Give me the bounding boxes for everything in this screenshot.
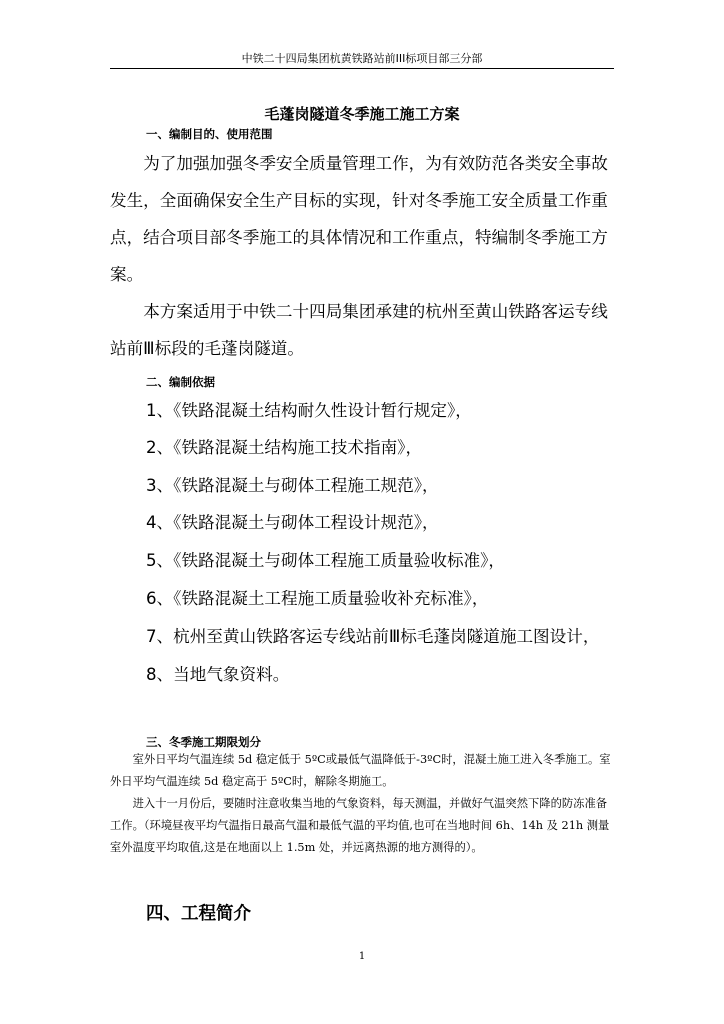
reference-item-6: 6、《铁路混凝土工程施工质量验收补充标准》， — [146, 589, 489, 608]
section-3-paragraph-1: 室外日平均气温连续 5d 稳定低于 5ºC或最低气温降低于-3ºC时，混凝土施工进入冬季施工。室外日平均气温连续 5d 稳定高于 5ºC时，解除冬期施工。 — [110, 753, 611, 788]
section-3-paragraph-2: 进入十一月份后，要随时注意收集当地的气象资料，每天测温，并做好气温突然下降的防冻准备工作。（环境昼夜平均气温指日最高气温和最低气温的平均值,也可在当地时间 6h、14h 及 21h 测量室外温度平均取值,这是在地面以上 1.5m 处，并远离热源的地方测得的）。 — [110, 797, 610, 854]
section-3-body — [110, 749, 616, 859]
section-1-heading: 一、编制目的、使用范围 — [146, 127, 273, 141]
section-2-heading: 二、编制依据 — [146, 375, 215, 389]
section-3-heading: 三、冬季施工期限划分 — [146, 735, 261, 749]
reference-item-5: 5、《铁路混凝土与砌体工程施工质量验收标准》， — [146, 551, 506, 570]
reference-item-4: 4、《铁路混凝土与砌体工程设计规范》， — [146, 513, 439, 532]
header-divider — [110, 68, 614, 69]
section-1-paragraph-2: 本方案适用于中铁二十四局集团承建的杭州至黄山铁路客运专线站前Ⅲ标段的毛蓬岗隧道。 — [110, 302, 608, 358]
reference-item-8: 8、当地气象资料。 — [146, 665, 290, 684]
section-1-paragraph-1: 为了加强加强冬季安全质量管理工作，为有效防范各类安全事故发生，全面确保安全生产目标的实现，针对冬季施工安全质量工作重点，结合项目部冬季施工的具体情况和工作重点，特编制冬季施工方案。 — [110, 154, 608, 284]
page-number: 1 — [358, 951, 366, 962]
document-title: 毛蓬岗隧道冬季施工施工方案 — [264, 105, 460, 123]
reference-item-3: 3、《铁路混凝土与砌体工程施工规范》， — [146, 476, 439, 495]
reference-item-1: 1、《铁路混凝土结构耐久性设计暂行规定》， — [146, 401, 472, 420]
reference-item-2: 2、《铁路混凝土结构施工技术指南》， — [146, 438, 423, 457]
section-1-body — [110, 145, 620, 367]
running-header: 中铁二十四局集团杭黄铁路站前III标项目部三分部 — [241, 52, 483, 65]
section-4-heading: 四、工程简介 — [146, 904, 251, 924]
reference-item-7: 7、杭州至黄山铁路客运专线站前Ⅲ标毛蓬岗隧道施工图设计， — [146, 627, 600, 646]
